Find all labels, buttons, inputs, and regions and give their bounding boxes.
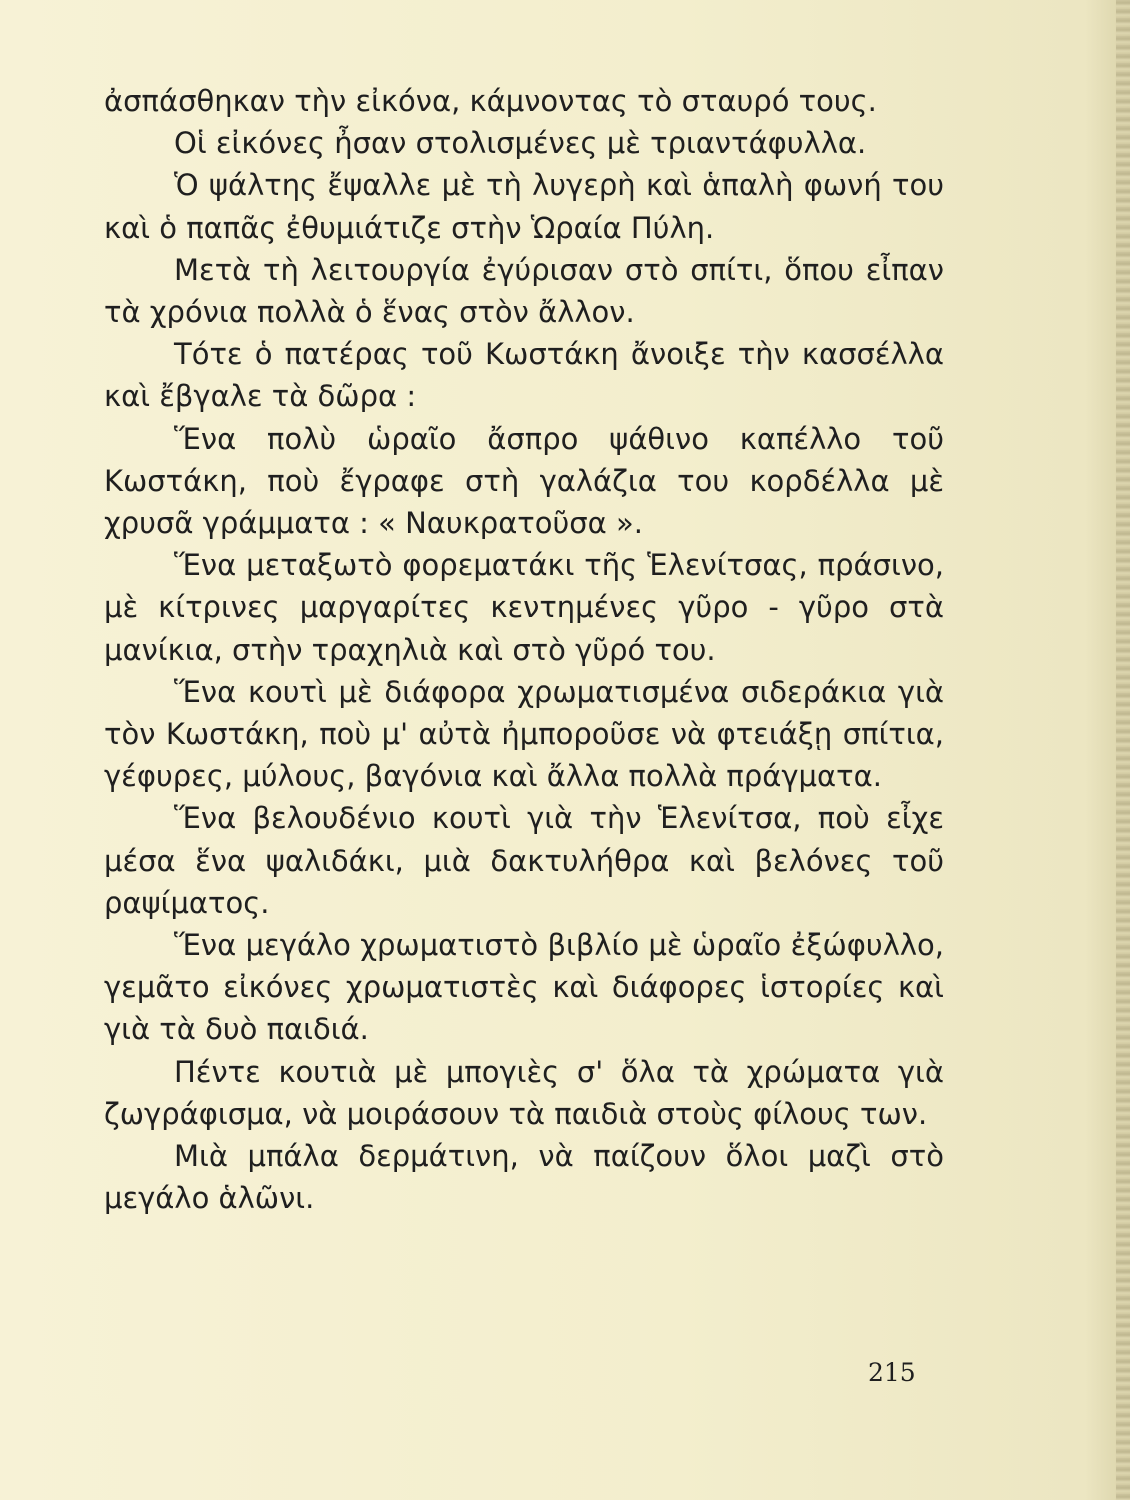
paragraph-9: Ἕνα βελουδένιο κουτὶ γιὰ τὴν Ἑλενίτσα, ποὺ εἶχε μέσα ἕνα ψαλιδάκι, μιὰ δακτυλήθρα καὶ βελόνες τοῦ ραψίματος. (104, 801, 944, 920)
paragraph-4: Μετὰ τὴ λειτουργία ἐγύρισαν στὸ σπίτι, ὅπου εἶπαν τὰ χρόνια πολλὰ ὁ ἕνας στὸν ἄλλον. (104, 252, 944, 330)
paragraph-3: Ὁ ψάλτης ἔψαλλε μὲ τὴ λυγερὴ καὶ ἁπαλὴ φωνή του καὶ ὁ παπᾶς ἐθυμιάτιζε στὴν Ὡραία Πύλη. (104, 168, 944, 245)
page-edge (1116, 0, 1130, 1500)
paragraph-1: ἀσπάσθηκαν τὴν εἰκόνα, κάμνοντας τὸ σταυρό τους. (104, 84, 877, 118)
paragraph-12: Μιὰ μπάλα δερμάτινη, νὰ παίζουν ὅλοι μαζὶ στὸ μεγάλο ἁλῶνι. (104, 1139, 944, 1216)
body-text (104, 80, 944, 1219)
page-number: 215 (868, 1358, 916, 1387)
paragraph-10: Ἕνα μεγάλο χρωματιστὸ βιβλίο μὲ ὡραῖο ἐξώφυλλο, γεμᾶτο εἰκόνες χρωματιστὲς καὶ διάφορες ἱστορίες καὶ γιὰ τὰ δυὸ παιδιά. (104, 928, 944, 1047)
paragraph-5: Τότε ὁ πατέρας τοῦ Κωστάκη ἄνοιξε τὴν κασσέλλα καὶ ἔβγαλε τὰ δῶρα : (104, 337, 944, 414)
paragraph-7: Ἕνα μεταξωτὸ φορεματάκι τῆς Ἑλενίτσας, πράσινο, μὲ κίτρινες μαργαρίτες κεντημένες γῦρο - γῦρο στὰ μανίκια, στὴν τραχηλιὰ καὶ στὸ γῦρό του. (104, 548, 944, 667)
paragraph-2: Οἱ εἰκόνες ἦσαν στολισμένες μὲ τριαντάφυλλα. (174, 126, 867, 161)
paragraph-6: Ἕνα πολὺ ὡραῖο ἄσπρο ψάθινο καπέλλο τοῦ Κωστάκη, ποὺ ἔγραφε στὴ γαλάζια του κορδέλλα μὲ χρυσᾶ γράμματα : « Ναυκρατοῦσα ». (104, 421, 944, 541)
paragraph-8: Ἕνα κουτὶ μὲ διάφορα χρωματισμένα σιδεράκια γιὰ τὸν Κωστάκη, ποὺ μ' αὐτὰ ἠμποροῦσε νὰ φτειάξῃ σπίτια, γέφυρες, μύλους, βαγόνια καὶ ἄλλα πολλὰ πράγματα. (104, 674, 944, 794)
paragraph-11: Πέντε κουτιὰ μὲ μπογιὲς σ' ὅλα τὰ χρώματα γιὰ ζωγράφισμα, νὰ μοιράσουν τὰ παιδιὰ στοὺς φίλους των. (104, 1054, 944, 1131)
